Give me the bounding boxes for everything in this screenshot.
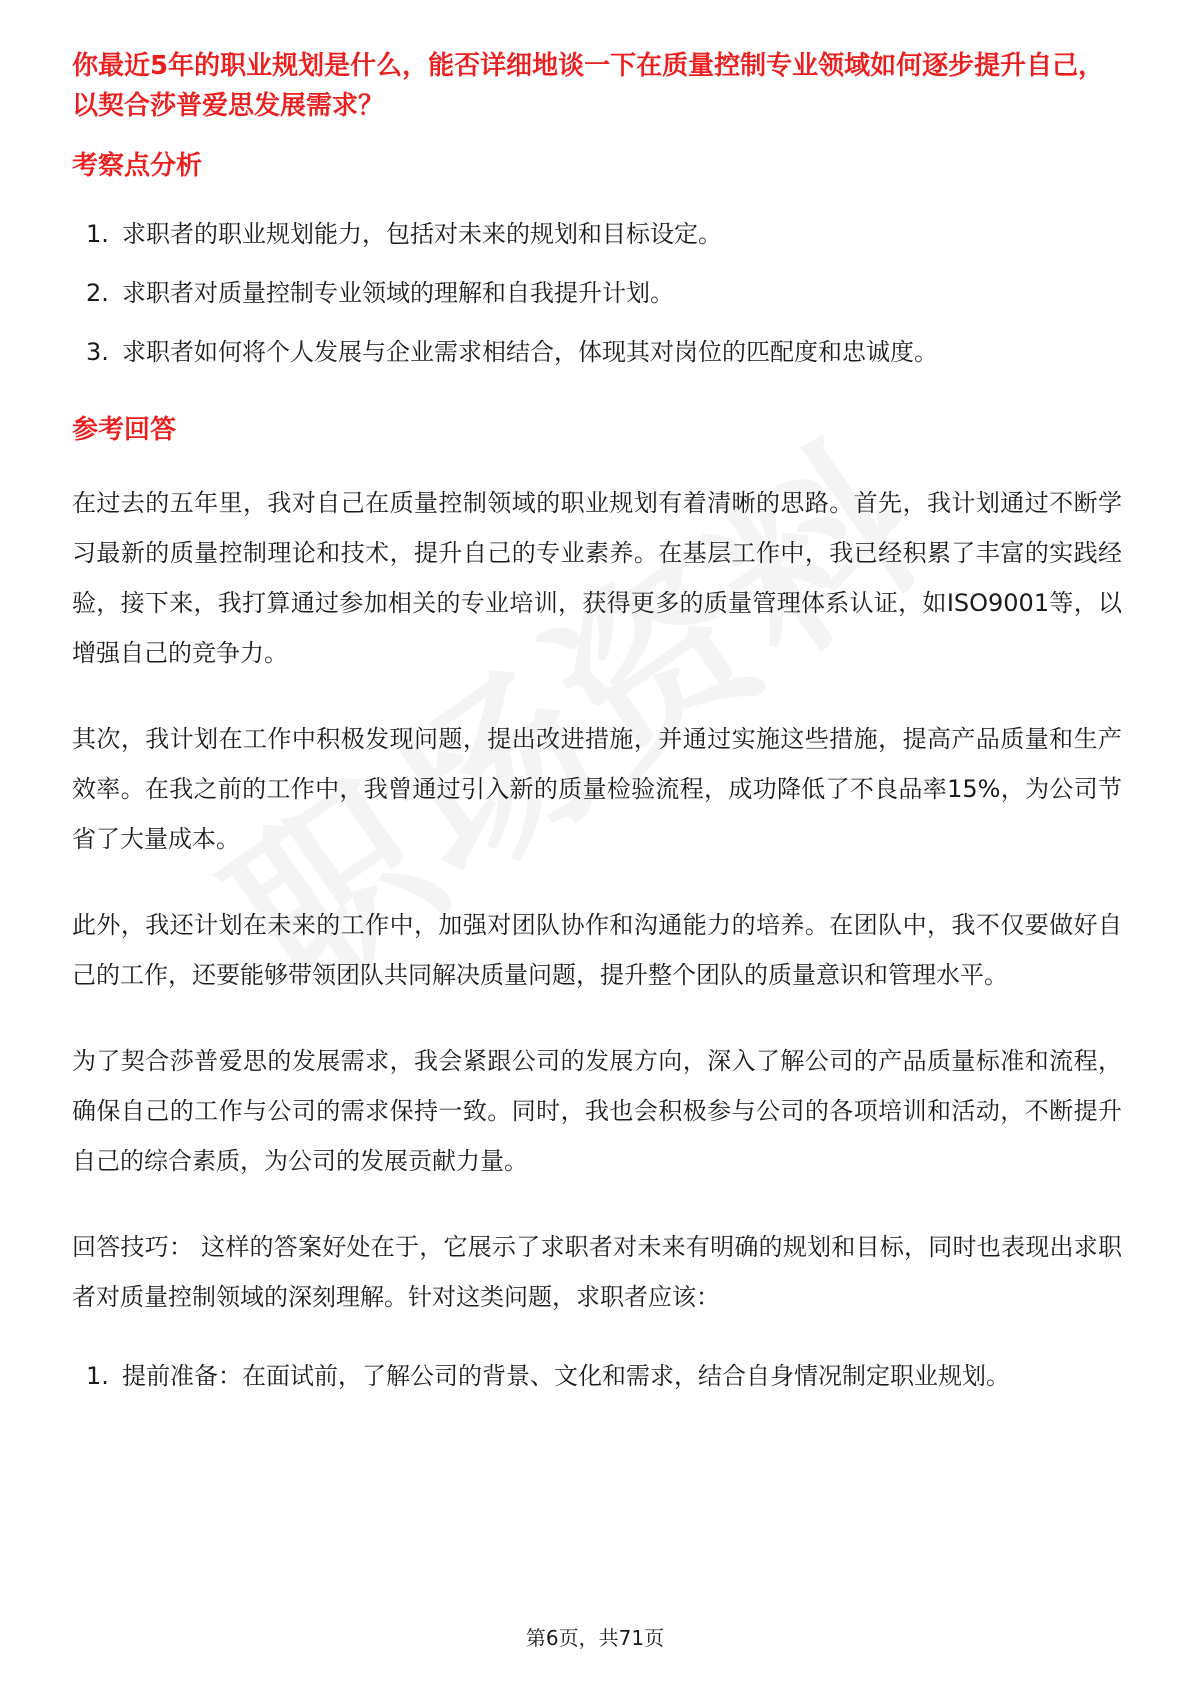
list-item (72, 328, 1122, 376)
document-page (72, 46, 1122, 1400)
list-item-text: 提前准备：在面试前，了解公司的背景、文化和需求，结合自身情况制定职业规划。 (122, 1362, 1010, 1390)
list-item-text: 求职者如何将个人发展与企业需求相结合，体现其对岗位的匹配度和忠诚度。 (122, 338, 938, 366)
answer-paragraph: 此外，我还计划在未来的工作中，加强对团队协作和沟通能力的培养。在团队中，我不仅要做好自己的工作，还要能够带领团队共同解决质量问题，提升整个团队的质量意识和管理水平。 (72, 911, 1122, 989)
list-item (72, 210, 1122, 258)
answer-title: 参考回答 (72, 415, 177, 445)
answer-paragraph: 为了契合莎普爱思的发展需求，我会紧跟公司的发展方向，深入了解公司的产品质量标准和流程，确保自己的工作与公司的需求保持一致。同时，我也会积极参与公司的各项培训和活动，不断提升自己的综合素质，为公司的发展贡献力量。 (72, 1047, 1122, 1175)
list-item-text: 求职者对质量控制专业领域的理解和自我提升计划。 (122, 279, 674, 307)
analysis-title: 考察点分析 (72, 151, 203, 181)
answer-paragraph: 其次，我计划在工作中积极发现问题，提出改进措施，并通过实施这些措施，提高产品质量和生产效率。在我之前的工作中，我曾通过引入新的质量检验流程，成功降低了不良品率15%，为公司节省了大量成本。 (72, 725, 1122, 853)
list-item-number: 1. (86, 1362, 109, 1390)
list-item-number: 2. (86, 279, 109, 307)
page-footer: 第6页，共71页 (525, 1626, 665, 1650)
list-item-number: 1. (86, 220, 109, 248)
list-item-number: 3. (86, 338, 109, 366)
list-item (72, 1352, 1122, 1400)
list-item (72, 269, 1122, 317)
tips-list (72, 1352, 1122, 1400)
answer-paragraph: 在过去的五年里，我对自己在质量控制领域的职业规划有着清晰的思路。首先，我计划通过不断学习最新的质量控制理论和技术，提升自己的专业素养。在基层工作中，我已经积累了丰富的实践经验，接下来，我打算通过参加相关的专业培训，获得更多的质量管理体系认证，如ISO9001等，以增强自己的竞争力。 (72, 489, 1122, 667)
question-heading: 你最近5年的职业规划是什么，能否详细地谈一下在质量控制专业领域如何逐步提升自己，以契合莎普爱思发展需求？ (72, 51, 1105, 121)
list-item-text: 求职者的职业规划能力，包括对未来的规划和目标设定。 (122, 220, 722, 248)
answer-tips-paragraph: 回答技巧： 这样的答案好处在于，它展示了求职者对未来有明确的规划和目标，同时也表现出求职者对质量控制领域的深刻理解。针对这类问题，求职者应该： (72, 1233, 1122, 1311)
analysis-list (72, 210, 1122, 376)
